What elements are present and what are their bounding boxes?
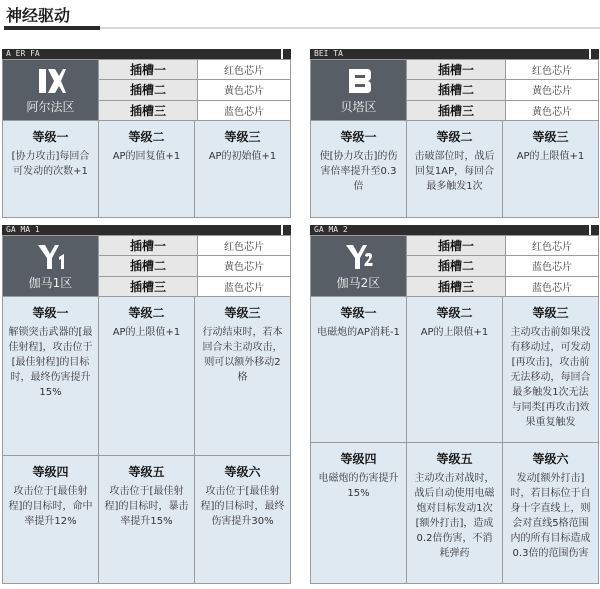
level-desc: 主动攻击前如果没有移动过，可发动[再攻击]，攻击前无法移动，每回合最多触发1次无法与同类[再攻击]效果重复触发 — [510, 327, 591, 428]
level-desc: 电磁炮的伤害提升15% — [318, 473, 399, 499]
level-title: 等级二 — [436, 130, 473, 144]
level-title: 等级三 — [532, 130, 569, 144]
level-title: 等级二 — [128, 130, 165, 144]
slot-label: 插槽三 — [407, 101, 506, 120]
level-desc: 攻击位于[最佳射程]的目标时，命中率提升12% — [8, 486, 93, 527]
level-desc: 攻击位于[最佳射程]的目标时，最终伤害提升30% — [200, 486, 285, 527]
slot-row — [99, 256, 290, 276]
slot-chip: 红色芯片 — [532, 66, 572, 78]
level-cell — [311, 297, 407, 442]
slot-row — [99, 60, 290, 80]
level-cell — [311, 121, 407, 217]
panel-code-bar: GA MA 2 — [310, 225, 599, 235]
level-desc: 击破部位时，战后回复1AP，每回合最多触发1次 — [414, 151, 495, 192]
level-cell — [99, 121, 195, 217]
page-title: 神经驱动 — [6, 6, 71, 25]
level-desc: 攻击位于[最佳射程]的目标时，暴击率提升15% — [104, 486, 189, 527]
panel-code-bar: GA MA 1 — [2, 225, 291, 235]
level-title: 等级四 — [32, 465, 69, 479]
slot-row — [407, 60, 598, 80]
alpha-zone-logo-icon — [35, 66, 67, 96]
level-desc: 解锁突击武器的[最佳射程]，攻击位于[最佳射程]的目标时，最终伤害提升15% — [8, 327, 93, 398]
slot-chip: 蓝色芯片 — [224, 106, 264, 118]
zone-name: 伽马2区 — [336, 275, 381, 290]
level-desc: AP的初始值+1 — [208, 151, 277, 162]
level-cell — [311, 443, 407, 583]
level-desc: 发动[额外打击]时，若目标位于自身十字直线上，则会对直线5格范围内的所有目标造成0.3倍的范围伤害 — [510, 473, 591, 559]
slot-chip: 红色芯片 — [224, 242, 264, 254]
level-cell — [503, 443, 598, 583]
level-title: 等级五 — [128, 465, 165, 479]
slot-row — [407, 80, 598, 100]
zone-name: 贝塔区 — [340, 99, 377, 114]
level-title: 等级四 — [340, 452, 377, 466]
slot-label: 插槽二 — [407, 256, 506, 275]
level-cell — [195, 121, 290, 217]
level-cell — [195, 456, 290, 583]
level-cell — [3, 456, 99, 583]
level-cell — [195, 297, 290, 455]
slot-row — [99, 101, 290, 120]
level-desc: 主动攻击对战时，战后自动使用电磁炮对目标发动1次[额外打击]，造成0.2倍伤害，不消耗弹药 — [414, 473, 495, 559]
slot-label: 插槽一 — [99, 60, 198, 79]
level-title: 等级三 — [224, 130, 261, 144]
slot-row — [407, 256, 598, 276]
level-title: 等级二 — [128, 306, 165, 320]
slot-label: 插槽二 — [99, 80, 198, 99]
slot-row — [99, 80, 290, 100]
slot-chip: 蓝色芯片 — [224, 282, 264, 294]
slot-chip: 红色芯片 — [532, 242, 572, 254]
level-title: 等级一 — [32, 130, 69, 144]
title-divider — [4, 27, 600, 29]
zone-logo — [3, 60, 99, 120]
slot-row — [407, 101, 598, 120]
slot-label: 插槽三 — [99, 101, 198, 120]
slot-label: 插槽二 — [407, 80, 506, 99]
level-title: 等级一 — [340, 130, 377, 144]
slot-label: 插槽一 — [99, 236, 198, 255]
slot-label: 插槽三 — [407, 277, 506, 296]
slot-chip: 黄色芯片 — [224, 262, 264, 274]
slot-label: 插槽一 — [407, 236, 506, 255]
level-title: 等级三 — [532, 306, 569, 320]
zone-name: 伽马1区 — [28, 275, 73, 290]
zone-logo — [311, 60, 407, 120]
level-title: 等级六 — [532, 452, 569, 466]
level-title: 等级三 — [224, 306, 261, 320]
level-desc: AP的上限值+1 — [112, 327, 181, 338]
zone-logo — [311, 236, 407, 296]
panel-alpha — [2, 49, 291, 218]
slot-label: 插槽二 — [99, 256, 198, 275]
beta-zone-logo-icon — [343, 66, 375, 96]
level-desc: 电磁炮的AP消耗-1 — [317, 327, 400, 338]
slot-row — [407, 236, 598, 256]
level-cell — [407, 443, 503, 583]
gamma2-zone-logo-icon — [343, 242, 375, 272]
slot-chip: 黄色芯片 — [532, 86, 572, 98]
slot-chip: 蓝色芯片 — [532, 262, 572, 274]
level-cell — [407, 297, 503, 442]
level-title: 等级一 — [340, 306, 377, 320]
level-cell — [3, 297, 99, 455]
slot-chip: 黄色芯片 — [532, 106, 572, 118]
level-desc: AP的上限值+1 — [516, 151, 585, 162]
gamma1-zone-logo-icon — [35, 242, 67, 272]
panel-code-bar: A ER FA — [2, 49, 291, 59]
slot-chip: 黄色芯片 — [224, 86, 264, 98]
slot-label: 插槽一 — [407, 60, 506, 79]
panel-gamma-1 — [2, 225, 291, 584]
slot-label: 插槽三 — [99, 277, 198, 296]
slot-chip: 红色芯片 — [224, 66, 264, 78]
level-desc: AP的上限值+1 — [420, 327, 489, 338]
level-cell — [503, 297, 598, 442]
level-cell — [99, 297, 195, 455]
panel-beta — [310, 49, 599, 218]
level-desc: 使[协力攻击]的伤害倍率提升至0.3倍 — [319, 151, 398, 192]
slot-row — [407, 277, 598, 296]
level-title: 等级六 — [224, 465, 261, 479]
level-title: 等级二 — [436, 306, 473, 320]
level-title: 等级一 — [32, 306, 69, 320]
level-desc: 行动结束时，若本回合未主动攻击，则可以额外移动2格 — [202, 327, 283, 383]
level-desc: [协力攻击]每回合可发动的次数+1 — [11, 151, 90, 177]
panel-code-bar: BEI TA — [310, 49, 599, 59]
slot-row — [99, 236, 290, 256]
zone-name: 阿尔法区 — [26, 99, 75, 114]
level-title: 等级五 — [436, 452, 473, 466]
slot-chip: 蓝色芯片 — [532, 282, 572, 294]
level-cell — [3, 121, 99, 217]
level-cell — [503, 121, 598, 217]
level-desc: AP的回复值+1 — [112, 151, 181, 162]
level-cell — [407, 121, 503, 217]
level-cell — [99, 456, 195, 583]
zone-logo — [3, 236, 99, 296]
slot-row — [99, 277, 290, 296]
panel-gamma-2 — [310, 225, 599, 584]
